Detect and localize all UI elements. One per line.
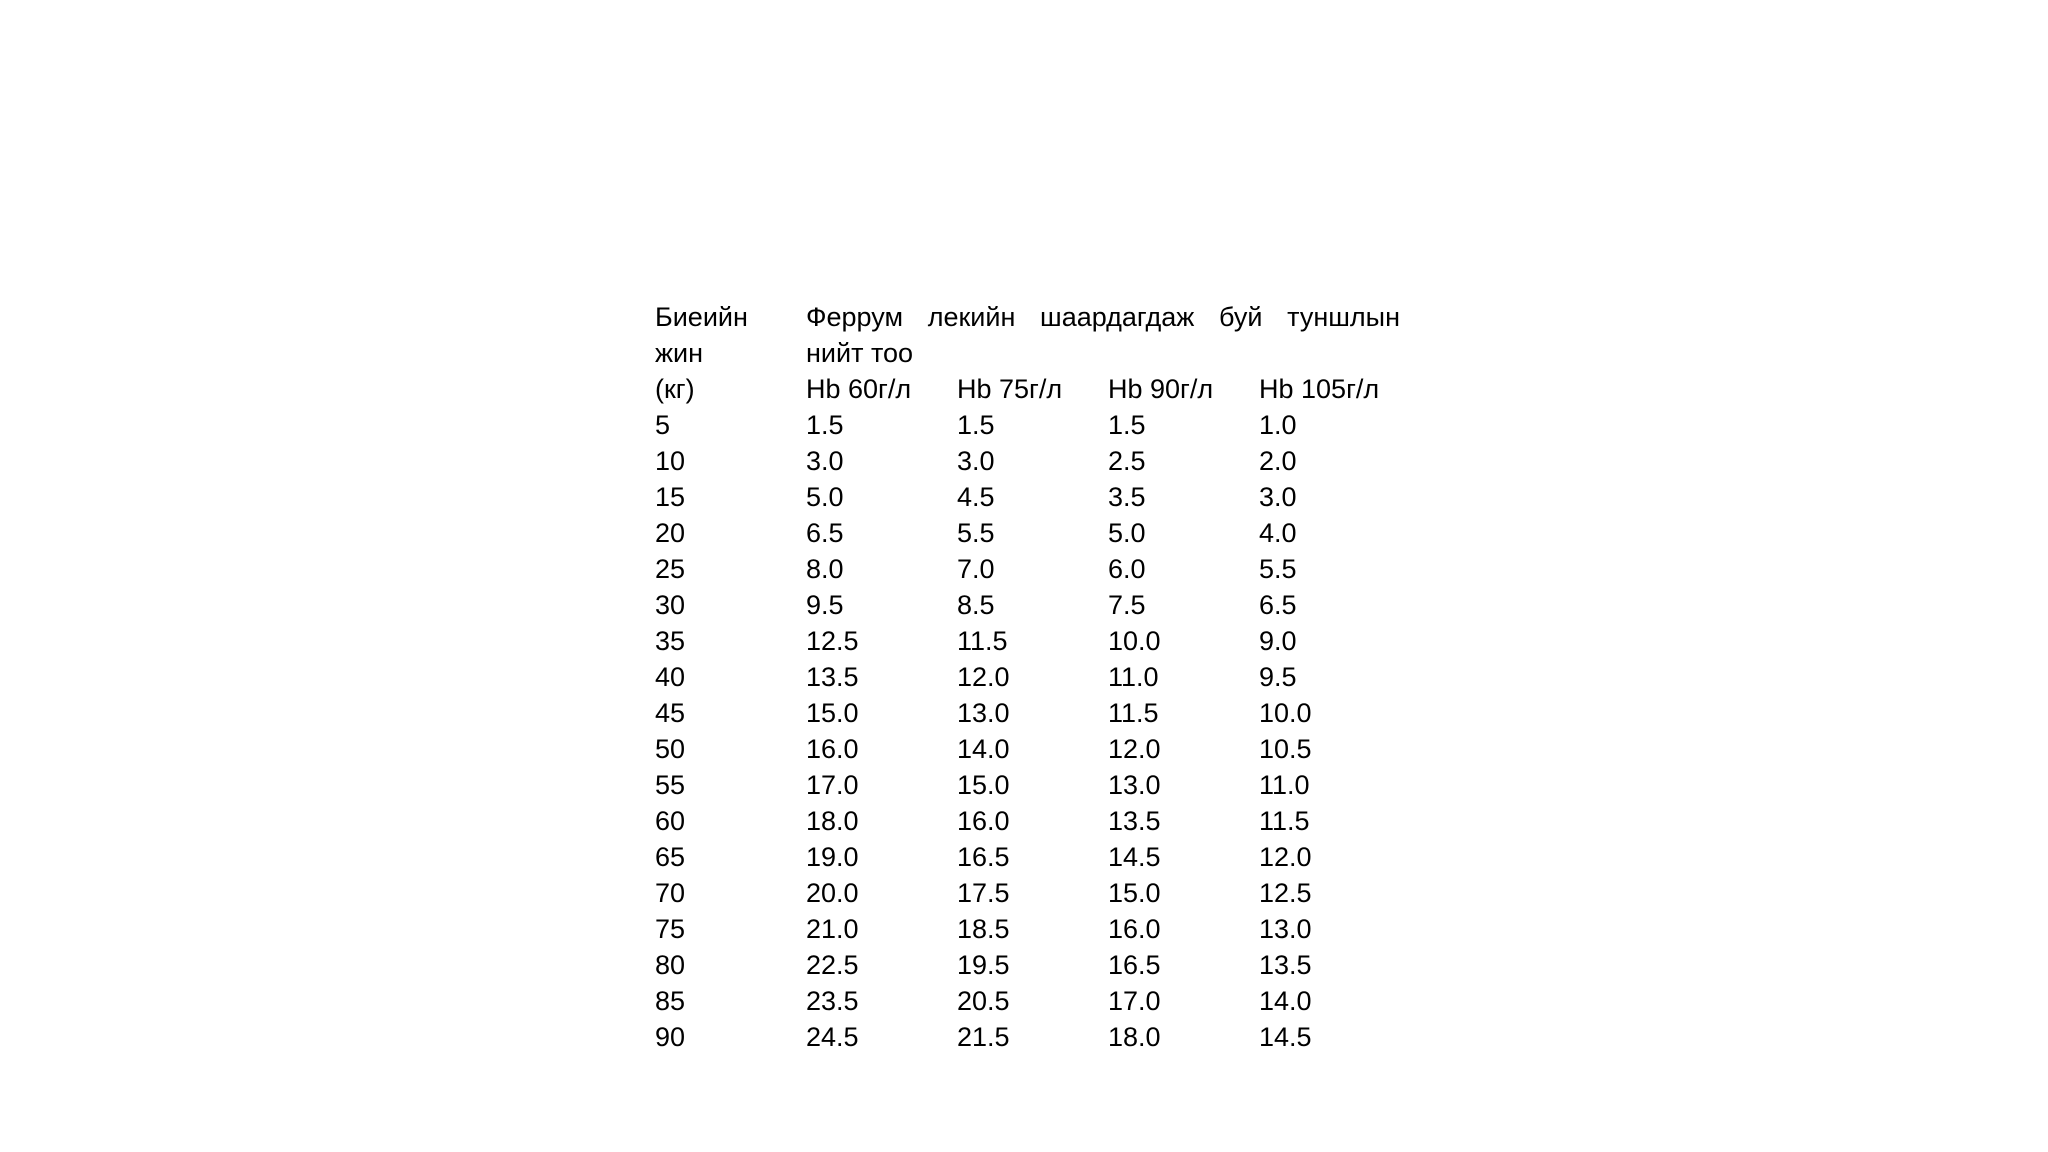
- table-row: [655, 731, 1410, 767]
- dose-cell: 18.5: [957, 914, 1010, 944]
- table-row: [655, 839, 1410, 875]
- weight-cell: 5: [655, 410, 671, 440]
- dose-cell: 15.0: [1108, 878, 1161, 908]
- dose-cell: 10.5: [1259, 734, 1312, 764]
- dose-cell: 4.0: [1259, 518, 1297, 548]
- dose-cell: 1.5: [806, 410, 844, 440]
- table-row: [655, 659, 1410, 695]
- dose-cell: 9.5: [1259, 662, 1297, 692]
- dose-cell: 2.0: [1259, 446, 1297, 476]
- dose-cell: 5.0: [1108, 518, 1146, 548]
- dose-cell: 10.0: [1108, 626, 1161, 656]
- dose-cell: 15.0: [806, 698, 859, 728]
- dose-cell: 14.0: [1259, 986, 1312, 1016]
- weight-cell: 20: [655, 518, 686, 548]
- dose-cell: 19.0: [806, 842, 859, 872]
- dose-cell: 13.5: [1259, 950, 1312, 980]
- weight-cell: 85: [655, 986, 686, 1016]
- dose-cell: 13.5: [1108, 806, 1161, 836]
- dose-cell: 16.0: [957, 806, 1010, 836]
- dose-cell: 21.5: [957, 1022, 1010, 1052]
- column-header-hb105: Hb 105г/л: [1259, 374, 1380, 404]
- weight-cell: 35: [655, 626, 686, 656]
- dose-cell: 13.0: [957, 698, 1010, 728]
- weight-cell: 75: [655, 914, 686, 944]
- dose-cell: 5.5: [1259, 554, 1297, 584]
- dose-cell: 18.0: [806, 806, 859, 836]
- table-row: [655, 803, 1410, 839]
- weight-cell: 45: [655, 698, 686, 728]
- table-body: [655, 407, 1410, 1055]
- dose-cell: 17.0: [806, 770, 859, 800]
- table-row: [655, 695, 1410, 731]
- table-row: [655, 875, 1410, 911]
- dose-cell: 9.5: [806, 590, 844, 620]
- table-row: [655, 515, 1410, 551]
- table-row: [655, 443, 1410, 479]
- dose-cell: 11.0: [1259, 770, 1310, 800]
- dose-cell: 11.5: [1108, 698, 1159, 728]
- weight-cell: 70: [655, 878, 686, 908]
- dose-cell: 13.0: [1108, 770, 1161, 800]
- dose-cell: 14.0: [957, 734, 1010, 764]
- table-row: [655, 479, 1410, 515]
- dose-cell: 4.5: [957, 482, 995, 512]
- dose-cell: 13.5: [806, 662, 859, 692]
- weight-cell: 55: [655, 770, 686, 800]
- dose-cell: 19.5: [957, 950, 1010, 980]
- dose-cell: 6.0: [1108, 554, 1146, 584]
- column-header-hb60: Hb 60г/л: [806, 374, 912, 404]
- dose-cell: 12.5: [806, 626, 859, 656]
- table-row: [655, 911, 1410, 947]
- table-row: [655, 983, 1410, 1019]
- weight-cell: 80: [655, 950, 686, 980]
- dose-cell: 8.5: [957, 590, 995, 620]
- dose-cell: 2.5: [1108, 446, 1146, 476]
- table-row: [655, 623, 1410, 659]
- dose-cell: 17.0: [1108, 986, 1161, 1016]
- dose-cell: 3.0: [957, 446, 995, 476]
- iron-dose-table: [655, 299, 1410, 1055]
- weight-cell: 90: [655, 1022, 686, 1052]
- dose-cell: 18.0: [1108, 1022, 1161, 1052]
- dose-cell: 5.0: [806, 482, 844, 512]
- dose-cell: 1.5: [1108, 410, 1146, 440]
- dose-cell: 8.0: [806, 554, 844, 584]
- dose-cell: 20.5: [957, 986, 1010, 1016]
- dose-cell: 23.5: [806, 986, 859, 1016]
- dose-cell: 24.5: [806, 1022, 859, 1052]
- dose-cell: 21.0: [806, 914, 859, 944]
- dose-cell: 22.5: [806, 950, 859, 980]
- table-row: [655, 407, 1410, 443]
- dose-cell: 12.5: [1259, 878, 1312, 908]
- dose-cell: 11.5: [1259, 806, 1310, 836]
- dose-cell: 16.5: [1108, 950, 1161, 980]
- dose-cell: 12.0: [1108, 734, 1161, 764]
- weight-cell: 65: [655, 842, 686, 872]
- dose-cell: 11.0: [1108, 662, 1159, 692]
- dose-cell: 16.0: [1108, 914, 1161, 944]
- dose-cell: 13.0: [1259, 914, 1312, 944]
- dose-cell: 10.0: [1259, 698, 1312, 728]
- dose-cell: 16.5: [957, 842, 1010, 872]
- dose-cell: 15.0: [957, 770, 1010, 800]
- dose-cell: 16.0: [806, 734, 859, 764]
- weight-cell: 30: [655, 590, 686, 620]
- dose-cell: 3.0: [1259, 482, 1297, 512]
- weight-cell: 10: [655, 446, 686, 476]
- dose-cell: 20.0: [806, 878, 859, 908]
- header-row-1: [655, 299, 1410, 335]
- weight-cell: 40: [655, 662, 686, 692]
- dose-cell: 9.0: [1259, 626, 1297, 656]
- dose-cell: 1.5: [957, 410, 995, 440]
- dose-cell: 7.0: [957, 554, 995, 584]
- column-header-hb75: Hb 75г/л: [957, 374, 1063, 404]
- table-row: [655, 551, 1410, 587]
- dose-cell: 6.5: [1259, 590, 1297, 620]
- table-row: [655, 1019, 1410, 1055]
- weight-cell: 60: [655, 806, 686, 836]
- header-row-2: [655, 335, 1410, 371]
- dose-cell: 3.5: [1108, 482, 1146, 512]
- dose-cell: 14.5: [1259, 1022, 1312, 1052]
- dose-cell: 7.5: [1108, 590, 1146, 620]
- dose-cell: 11.5: [957, 626, 1008, 656]
- dose-cell: 14.5: [1108, 842, 1161, 872]
- weight-cell: 50: [655, 734, 686, 764]
- weight-header-line-2: жин: [655, 338, 704, 368]
- table-row: [655, 587, 1410, 623]
- dose-cell: 12.0: [957, 662, 1010, 692]
- group-header-line-1: Феррум лекийн шаардагдаж буй туншлын: [806, 302, 1400, 332]
- column-header-hb90: Hb 90г/л: [1108, 374, 1214, 404]
- weight-header-line-1: Биеийн: [655, 302, 748, 332]
- dose-cell: 6.5: [806, 518, 844, 548]
- dose-cell: 1.0: [1259, 410, 1297, 440]
- header-row-3: [655, 371, 1410, 407]
- dose-cell: 12.0: [1259, 842, 1312, 872]
- weight-cell: 25: [655, 554, 686, 584]
- weight-cell: 15: [655, 482, 686, 512]
- table-row: [655, 767, 1410, 803]
- dose-cell: 5.5: [957, 518, 995, 548]
- group-header-line-2: нийт тоо: [806, 338, 914, 368]
- weight-header-line-3: (кг): [655, 374, 695, 404]
- dose-cell: 3.0: [806, 446, 844, 476]
- table-row: [655, 947, 1410, 983]
- dose-cell: 17.5: [957, 878, 1010, 908]
